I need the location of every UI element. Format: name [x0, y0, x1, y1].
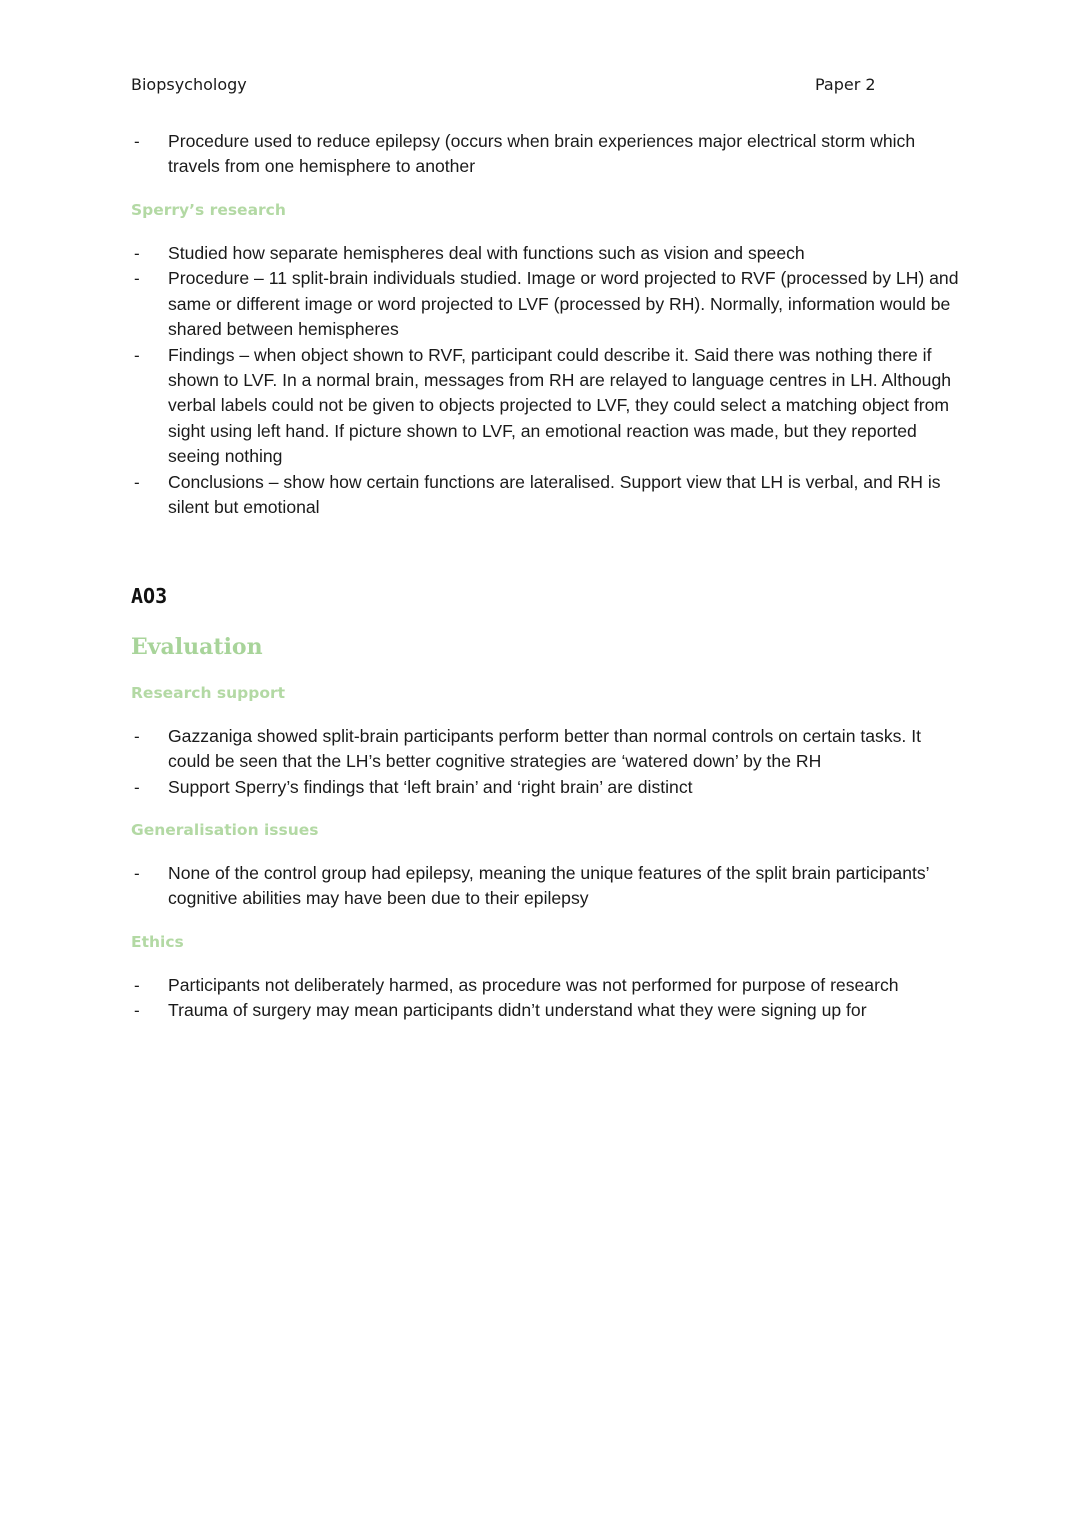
bullet-dash: - — [134, 132, 140, 151]
sperry-bullet-list — [131, 241, 961, 520]
generalisation-heading: Generalisation issues — [131, 821, 319, 839]
bullet-dash: - — [134, 864, 140, 883]
bullet-text: None of the control group had epilepsy, meaning the unique features of the split brain participants’ cognitive abilities may have been due to their epilepsy — [168, 863, 929, 909]
ethics-section — [131, 973, 961, 1024]
bullet-text: Procedure used to reduce epilepsy (occurs when brain experiences major electrical storm which travels from one hemisphere to another — [168, 131, 916, 177]
research-support-bullet-list — [131, 724, 961, 800]
list-item — [131, 775, 961, 800]
bullet-dash: - — [134, 976, 140, 995]
bullet-dash: - — [134, 244, 140, 263]
intro-section — [131, 129, 961, 180]
ao3-heading: AO3 — [131, 584, 168, 608]
intro-bullet-list — [131, 129, 961, 180]
list-item — [131, 343, 961, 470]
bullet-dash: - — [134, 777, 140, 797]
bullet-text: Conclusions – show how certain functions are lateralised. Support view that LH is verbal, and RH is silent but emotional — [168, 471, 941, 518]
list-item — [131, 973, 961, 998]
research-support-heading: Research support — [131, 684, 286, 702]
sperry-heading: Sperry’s research — [131, 201, 286, 219]
bullet-dash: - — [134, 345, 140, 365]
ethics-bullet-list — [131, 973, 961, 1024]
generalisation-bullet-list — [131, 861, 961, 912]
bullet-dash: - — [134, 269, 140, 289]
list-item — [131, 129, 961, 180]
bullet-text: Findings – when object shown to RVF, participant could describe it. Said there was nothing there if shown to LVF. In a normal brain, messages from RH are relayed to language centres in LH. Although verbal labels could not be given to objects projected to LVF, they could select a matching object from sight using left hand. If picture shown to LVF, an emotional reaction was made, but they reported seeing nothing — [168, 344, 952, 467]
list-item — [131, 724, 961, 775]
bullet-text: Participants not deliberately harmed, as procedure was not performed for purpose of research — [168, 975, 899, 995]
bullet-text: Studied how separate hemispheres deal with functions such as vision and speech — [168, 243, 805, 263]
bullet-text: Trauma of surgery may mean participants didn’t understand what they were signing up for — [168, 1000, 867, 1021]
header-paper: Paper 2 — [815, 75, 876, 94]
header-subject: Biopsychology — [131, 75, 247, 94]
list-item — [131, 266, 961, 342]
bullet-text: Gazzaniga showed split-brain participants perform better than normal controls on certain tasks. It could be seen that the LH’s better cognitive strategies are ‘watered down’ by the RH — [168, 726, 921, 772]
bullet-dash: - — [134, 1001, 140, 1021]
bullet-dash: - — [134, 727, 140, 746]
ethics-heading: Ethics — [131, 933, 184, 951]
bullet-text: Support Sperry’s findings that ‘left brain’ and ‘right brain’ are distinct — [168, 776, 693, 797]
list-item — [131, 241, 961, 266]
generalisation-section — [131, 861, 961, 912]
list-item — [131, 470, 961, 521]
bullet-dash: - — [134, 472, 140, 492]
research-support-section — [131, 724, 961, 800]
list-item — [131, 861, 961, 912]
list-item — [131, 998, 961, 1023]
sperry-section — [131, 241, 961, 520]
evaluation-heading: Evaluation — [131, 634, 263, 660]
bullet-text: Procedure – 11 split-brain individuals studied. Image or word projected to RVF (processed by LH) and same or different image or word projected to LVF (processed by RH). Normally, information would be shared between hemispheres — [168, 268, 959, 340]
